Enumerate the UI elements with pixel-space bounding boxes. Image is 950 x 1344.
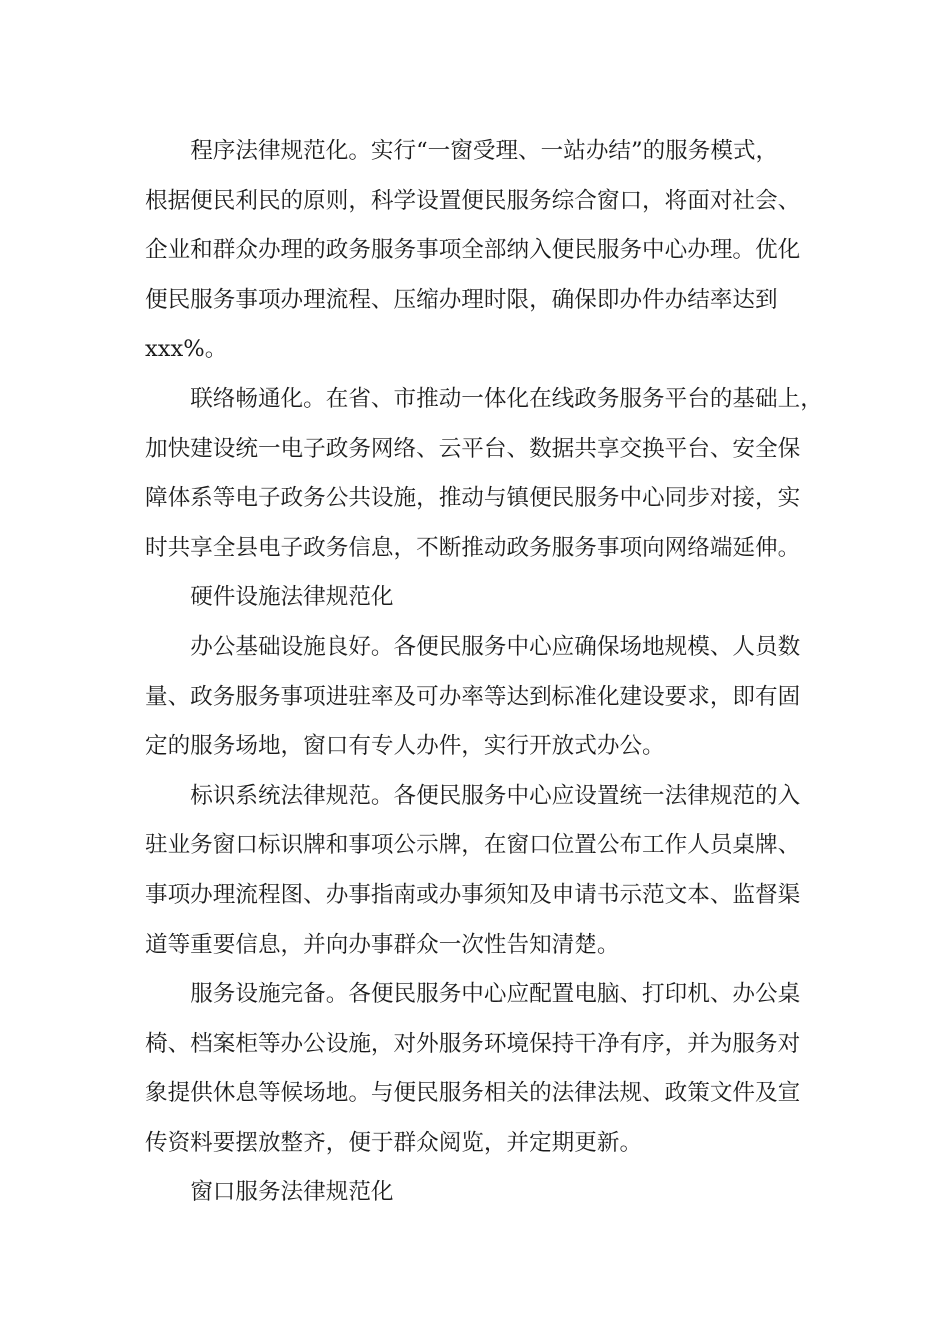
paragraph-procedure-standardization: 程序法律规范化。实行“一窗受理、一站办结”的服务模式， 根据便民利民的原则，科学设置便民服务综合窗口，将面对社会、 企业和群众办理的政务服务事项全部纳入便民服务中心办理。优化 便民服务事项办理流程、压缩办理时限，确保即办件办结率达到 xxx%。 [145,138,801,363]
paragraph-service-facilities: 服务设施完备。各便民服务中心应配置电脑、打印机、办公桌 椅、档案柜等办公设施，对外服务环境保持干净有序，并为服务对 象提供休息等候场地。与便民服务相关的法律法规、政策文件及宣 传资料要摆放整齐，便于群众阅览，并定期更新。 [145,981,801,1156]
paragraph-communication: 联络畅通化。在省、市推动一体化在线政务服务平台的基础上， 加快建设统一电子政务网络、云平台、数据共享交换平台、安全保 障体系等电子政务公共设施，推动与镇便民服务中心同步对接，实 时共享全县电子政务信息，不断推动政务服务事项向网络端延伸。 [145,385,823,561]
paragraph-office-infrastructure: 办公基础设施良好。各便民服务中心应确保场地规模、人员数 量、政务服务事项进驻率及可办率等达到标准化建设要求，即有固 定的服务场地，窗口有专人办件，实行开放式办公。 [145,633,801,760]
paragraph-signage-system: 标识系统法律规范。各便民服务中心应设置统一法律规范的入 驻业务窗口标识牌和事项公示牌，在窗口位置公布工作人员桌牌、 事项办理流程图、办事指南或办事须知及申请书示范文本、监督渠 道等重要信息，并向办事群众一次性告知清楚。 [145,782,801,958]
document-body [145,127,823,1218]
heading-window-service: 窗口服务法律规范化 [190,1179,394,1206]
heading-hardware-facilities: 硬件设施法律规范化 [190,584,394,611]
